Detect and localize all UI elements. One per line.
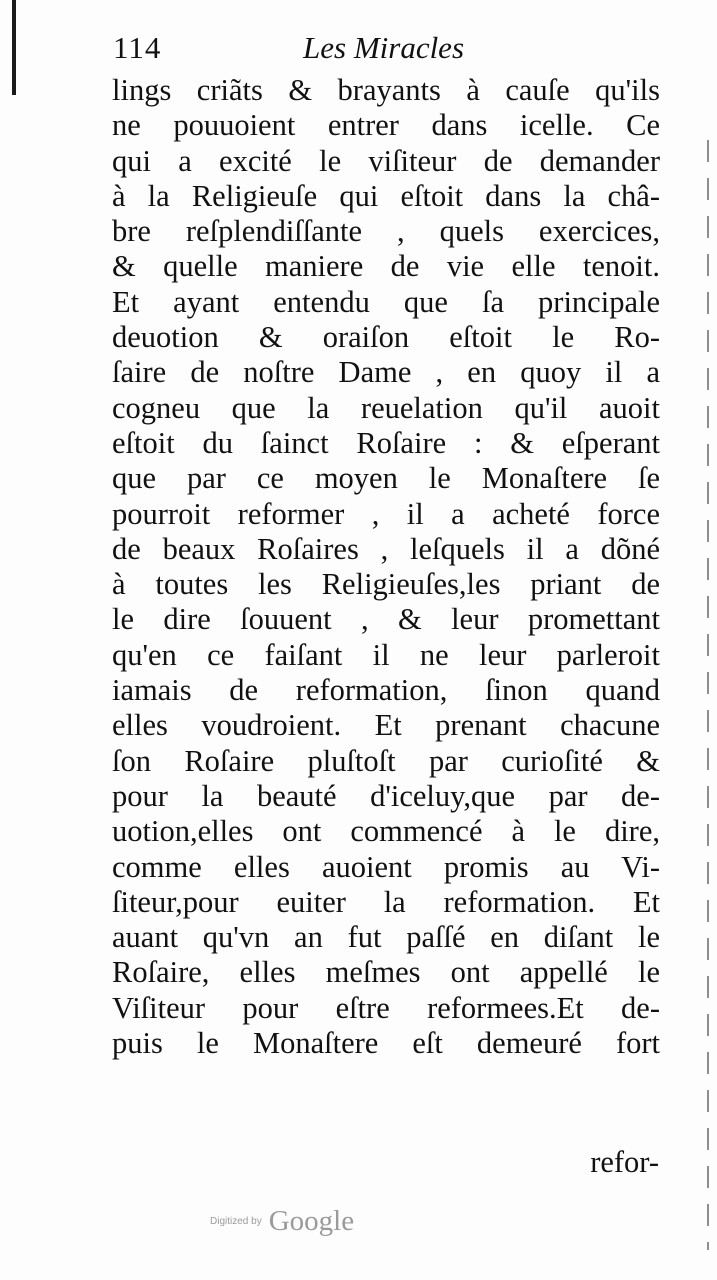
page-number: 114 [113, 30, 162, 65]
text-line: ſon Roſaire pluſtoſt par curioſité & [112, 743, 660, 778]
text-line: le dire ſouuent , & leur promettant [112, 602, 660, 637]
text-line: bre reſplendiſſante , quels exercices, [112, 214, 660, 249]
text-line: pour la beauté d'iceluy,que par de- [112, 778, 660, 813]
text-line: ſaire de noſtre Dame , en quoy il a [112, 355, 660, 390]
text-line: pourroit reformer , il a acheté force [112, 496, 660, 531]
text-line: comme elles auoient promis au Vi- [112, 849, 660, 884]
text-line: Viſiteur pour eſtre reformees.Et de- [112, 990, 660, 1025]
text-line: ne pouuoient entrer dans icelle. Ce [112, 108, 660, 143]
text-line: ſiteur,pour euiter la reformation. Et [112, 884, 660, 919]
page-edge-shadow [707, 140, 709, 1250]
watermark-prefix: Digitized by [210, 1216, 262, 1227]
watermark-brand: Google [268, 1205, 355, 1237]
text-line: uotion,elles ont commencé à le dire, [112, 814, 660, 849]
text-line: à toutes les Religieuſes,les priant de [112, 567, 660, 602]
binding-edge-shadow [12, 0, 16, 95]
text-line: deuotion & oraiſon eſtoit le Ro- [112, 320, 660, 355]
catchword: refor- [590, 1145, 659, 1179]
digitization-watermark [210, 1205, 354, 1238]
text-line: à la Religieuſe qui eſtoit dans la châ- [112, 178, 660, 213]
page-header [113, 30, 673, 74]
text-line: lings criãts & brayants à cauſe qu'ils [112, 73, 660, 107]
text-line: qu'en ce faiſant il ne leur parleroit [112, 637, 660, 672]
text-line: de beaux Roſaires , leſquels il a dõné [112, 531, 660, 566]
text-line: Et ayant entendu que ſa principale [112, 284, 660, 319]
text-line: eſtoit du ſainct Roſaire : & eſperant [112, 425, 660, 460]
text-line: puis le Monaſtere eſt demeuré fort [112, 1026, 660, 1061]
text-line: iamais de reformation, ſinon quand [112, 673, 660, 708]
text-line: qui a excité le viſiteur de demander [112, 143, 660, 178]
text-line: auant qu'vn an fut paſſé en diſant le [112, 920, 660, 955]
text-line: que par ce moyen le Monaſtere ſe [112, 461, 660, 496]
text-line: Roſaire, elles meſmes ont appellé le [112, 955, 660, 990]
text-line: & quelle maniere de vie elle tenoit. [112, 249, 660, 284]
text-line: elles voudroient. Et prenant chacune [112, 708, 660, 743]
body-text [112, 73, 660, 1061]
running-title: Les Miracles [303, 30, 465, 65]
text-line: cogneu que la reuelation qu'il auoit [112, 390, 660, 425]
